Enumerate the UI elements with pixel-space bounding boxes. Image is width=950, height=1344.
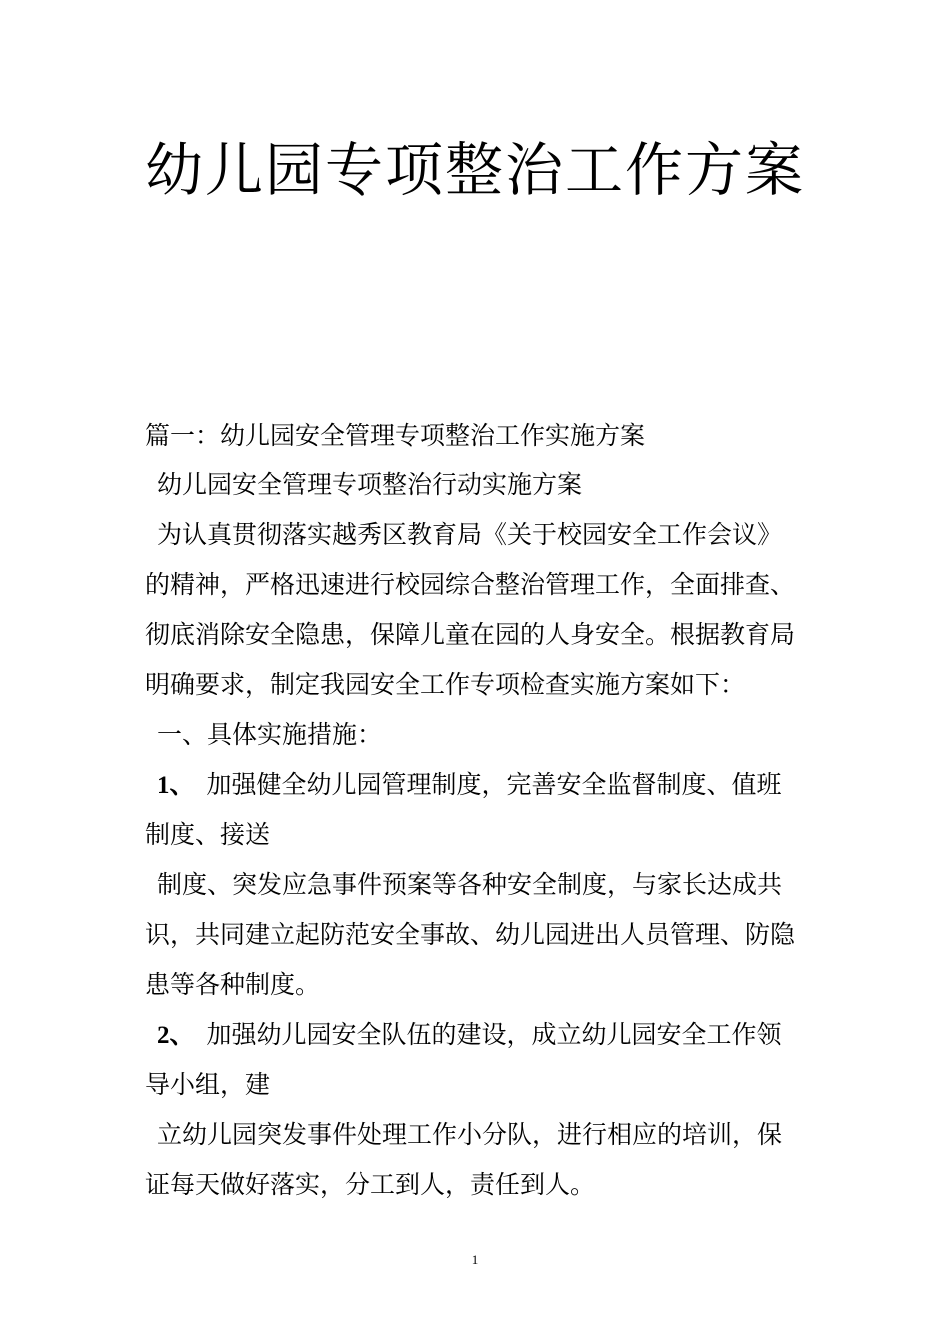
page-number: 1	[471, 1252, 479, 1267]
list-number: 2、	[157, 1022, 195, 1049]
list-item-text: 加强健全幼儿园管理制度，完善安全监督制度、值班	[206, 770, 782, 799]
paragraph-line: 导小组，建	[145, 1070, 271, 1099]
section-heading: 篇一：幼儿园安全管理专项整治工作实施方案	[145, 421, 646, 450]
paragraph-line: 明确要求，制定我园安全工作专项检查实施方案如下：	[145, 670, 746, 699]
paragraph-line: 患等各种制度。	[145, 970, 321, 999]
paragraph-line: 的精神，严格迅速进行校园综合整治管理工作，全面排查、	[145, 570, 796, 599]
document-title: 幼儿园专项整治工作方案	[144, 136, 805, 204]
list-item-1	[157, 767, 782, 804]
paragraph-line: 制度、突发应急事件预案等各种安全制度，与家长达成共	[157, 870, 783, 899]
paragraph-line: 制度、接送	[145, 820, 271, 849]
paragraph-line: 证每天做好落实，分工到人，责任到人。	[145, 1170, 596, 1199]
list-number: 1、	[157, 772, 195, 799]
paragraph-line: 识，共同建立起防范安全事故、幼儿园进出人员管理、防隐	[145, 920, 796, 949]
paragraph-line: 彻底消除安全隐患，保障儿童在园的人身安全。根据教育局	[145, 620, 796, 649]
paragraph-line: 立幼儿园突发事件处理工作小分队，进行相应的培训，保	[157, 1120, 783, 1149]
list-heading: 一、具体实施措施：	[157, 720, 383, 749]
paragraph-line: 为认真贯彻落实越秀区教育局《关于校园安全工作会议》	[157, 520, 783, 549]
subtitle-line: 幼儿园安全管理专项整治行动实施方案	[157, 470, 583, 499]
list-item-2	[157, 1017, 782, 1054]
list-item-text: 加强幼儿园安全队伍的建设，成立幼儿园安全工作领	[206, 1020, 782, 1049]
